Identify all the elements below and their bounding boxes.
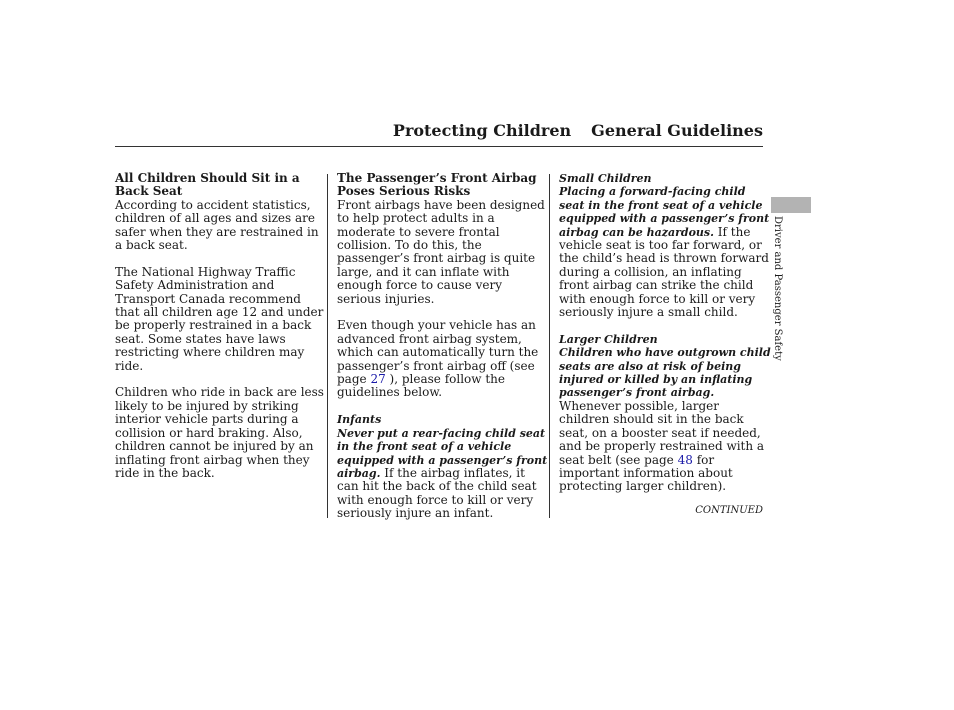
- paragraph-with-reference: [337, 319, 549, 399]
- small-children-subheading: Small Children: [559, 172, 652, 185]
- column-front-airbag: [337, 172, 549, 534]
- paragraph: The National Highway Traffic Safety Administration and Transport Canada recommend that all children age 12 and under be properly restrained in a back seat. Some states have laws restricting where children may ride.: [115, 264, 324, 373]
- paragraph: Front airbags have been designed to help protect adults in a moderate to severe frontal collision. To do this, the passenger’s front airbag is quite large, and it can inflate with enough force to cause very serious injuries.: [337, 197, 545, 306]
- larger-children-paragraph: [559, 346, 771, 493]
- infants-paragraph: [337, 427, 549, 521]
- column-divider: [327, 174, 328, 518]
- front-airbag-heading: The Passenger’s Front Airbag Poses Serious Risks: [337, 171, 537, 199]
- continued-label: CONTINUED: [695, 505, 763, 516]
- text-run: for important information about protecting larger children).: [559, 452, 733, 494]
- text-run: ), please follow the guidelines below.: [337, 372, 505, 400]
- paragraph: According to accident statistics, children of all ages and sizes are safer when they are restrained in a back seat.: [115, 197, 319, 253]
- column-divider: [549, 174, 550, 518]
- page-27-link[interactable]: 27: [370, 372, 386, 387]
- text-run: Even though your vehicle has an advanced front airbag system, which can automatically turn the passenger’s front airbag off (see page: [337, 318, 539, 387]
- text-run: If the airbag inflates, it can hit the back of the child seat with enough force to kill or very seriously injure an infant.: [337, 465, 537, 521]
- larger-children-warning: Children who have outgrown child seats are also at risk of being injured or killed by an inflating passenger’s front airbag.: [559, 346, 771, 400]
- infants-subheading: Infants: [337, 413, 382, 427]
- header-rule: [115, 146, 763, 147]
- subsection-title: General Guidelines: [591, 121, 763, 140]
- page-header: [115, 120, 763, 142]
- text-run: Whenever possible, larger children should sit in the back seat, on a booster seat if needed, and be properly restrained with a seat belt (see page: [559, 398, 765, 467]
- text-run: If the vehicle seat is too far forward, or the child’s head is thrown forward during a collision, an inflating front airbag can strike the child with enough force to kill or very seriously injure a small child.: [559, 224, 769, 320]
- small-children-paragraph: [559, 185, 771, 319]
- section-title: Protecting Children: [392, 121, 572, 140]
- small-children-warning: Placing a forward-facing child seat in the front seat of a vehicle equipped with a passenger’s front airbag can be hazardous.: [559, 185, 770, 239]
- column-children-sizes: [559, 172, 771, 507]
- paragraph: Children who ride in back are less likely to be injured by striking interior vehicle parts during a collision or hard braking. Also, children cannot be injured by an inflating front airbag when they ride in the back.: [115, 385, 324, 480]
- column-back-seat: [115, 172, 327, 494]
- page-48-link[interactable]: 48: [677, 452, 693, 467]
- section-tab-label: Driver and Passenger Safety: [772, 216, 783, 361]
- back-seat-heading: All Children Should Sit in a Back Seat: [115, 171, 300, 199]
- larger-children-subheading: Larger Children: [559, 332, 658, 346]
- infants-warning: Never put a rear-facing child seat in the front seat of a vehicle equipped with a passenger’s front airbag.: [337, 426, 548, 480]
- section-tab: [771, 197, 811, 213]
